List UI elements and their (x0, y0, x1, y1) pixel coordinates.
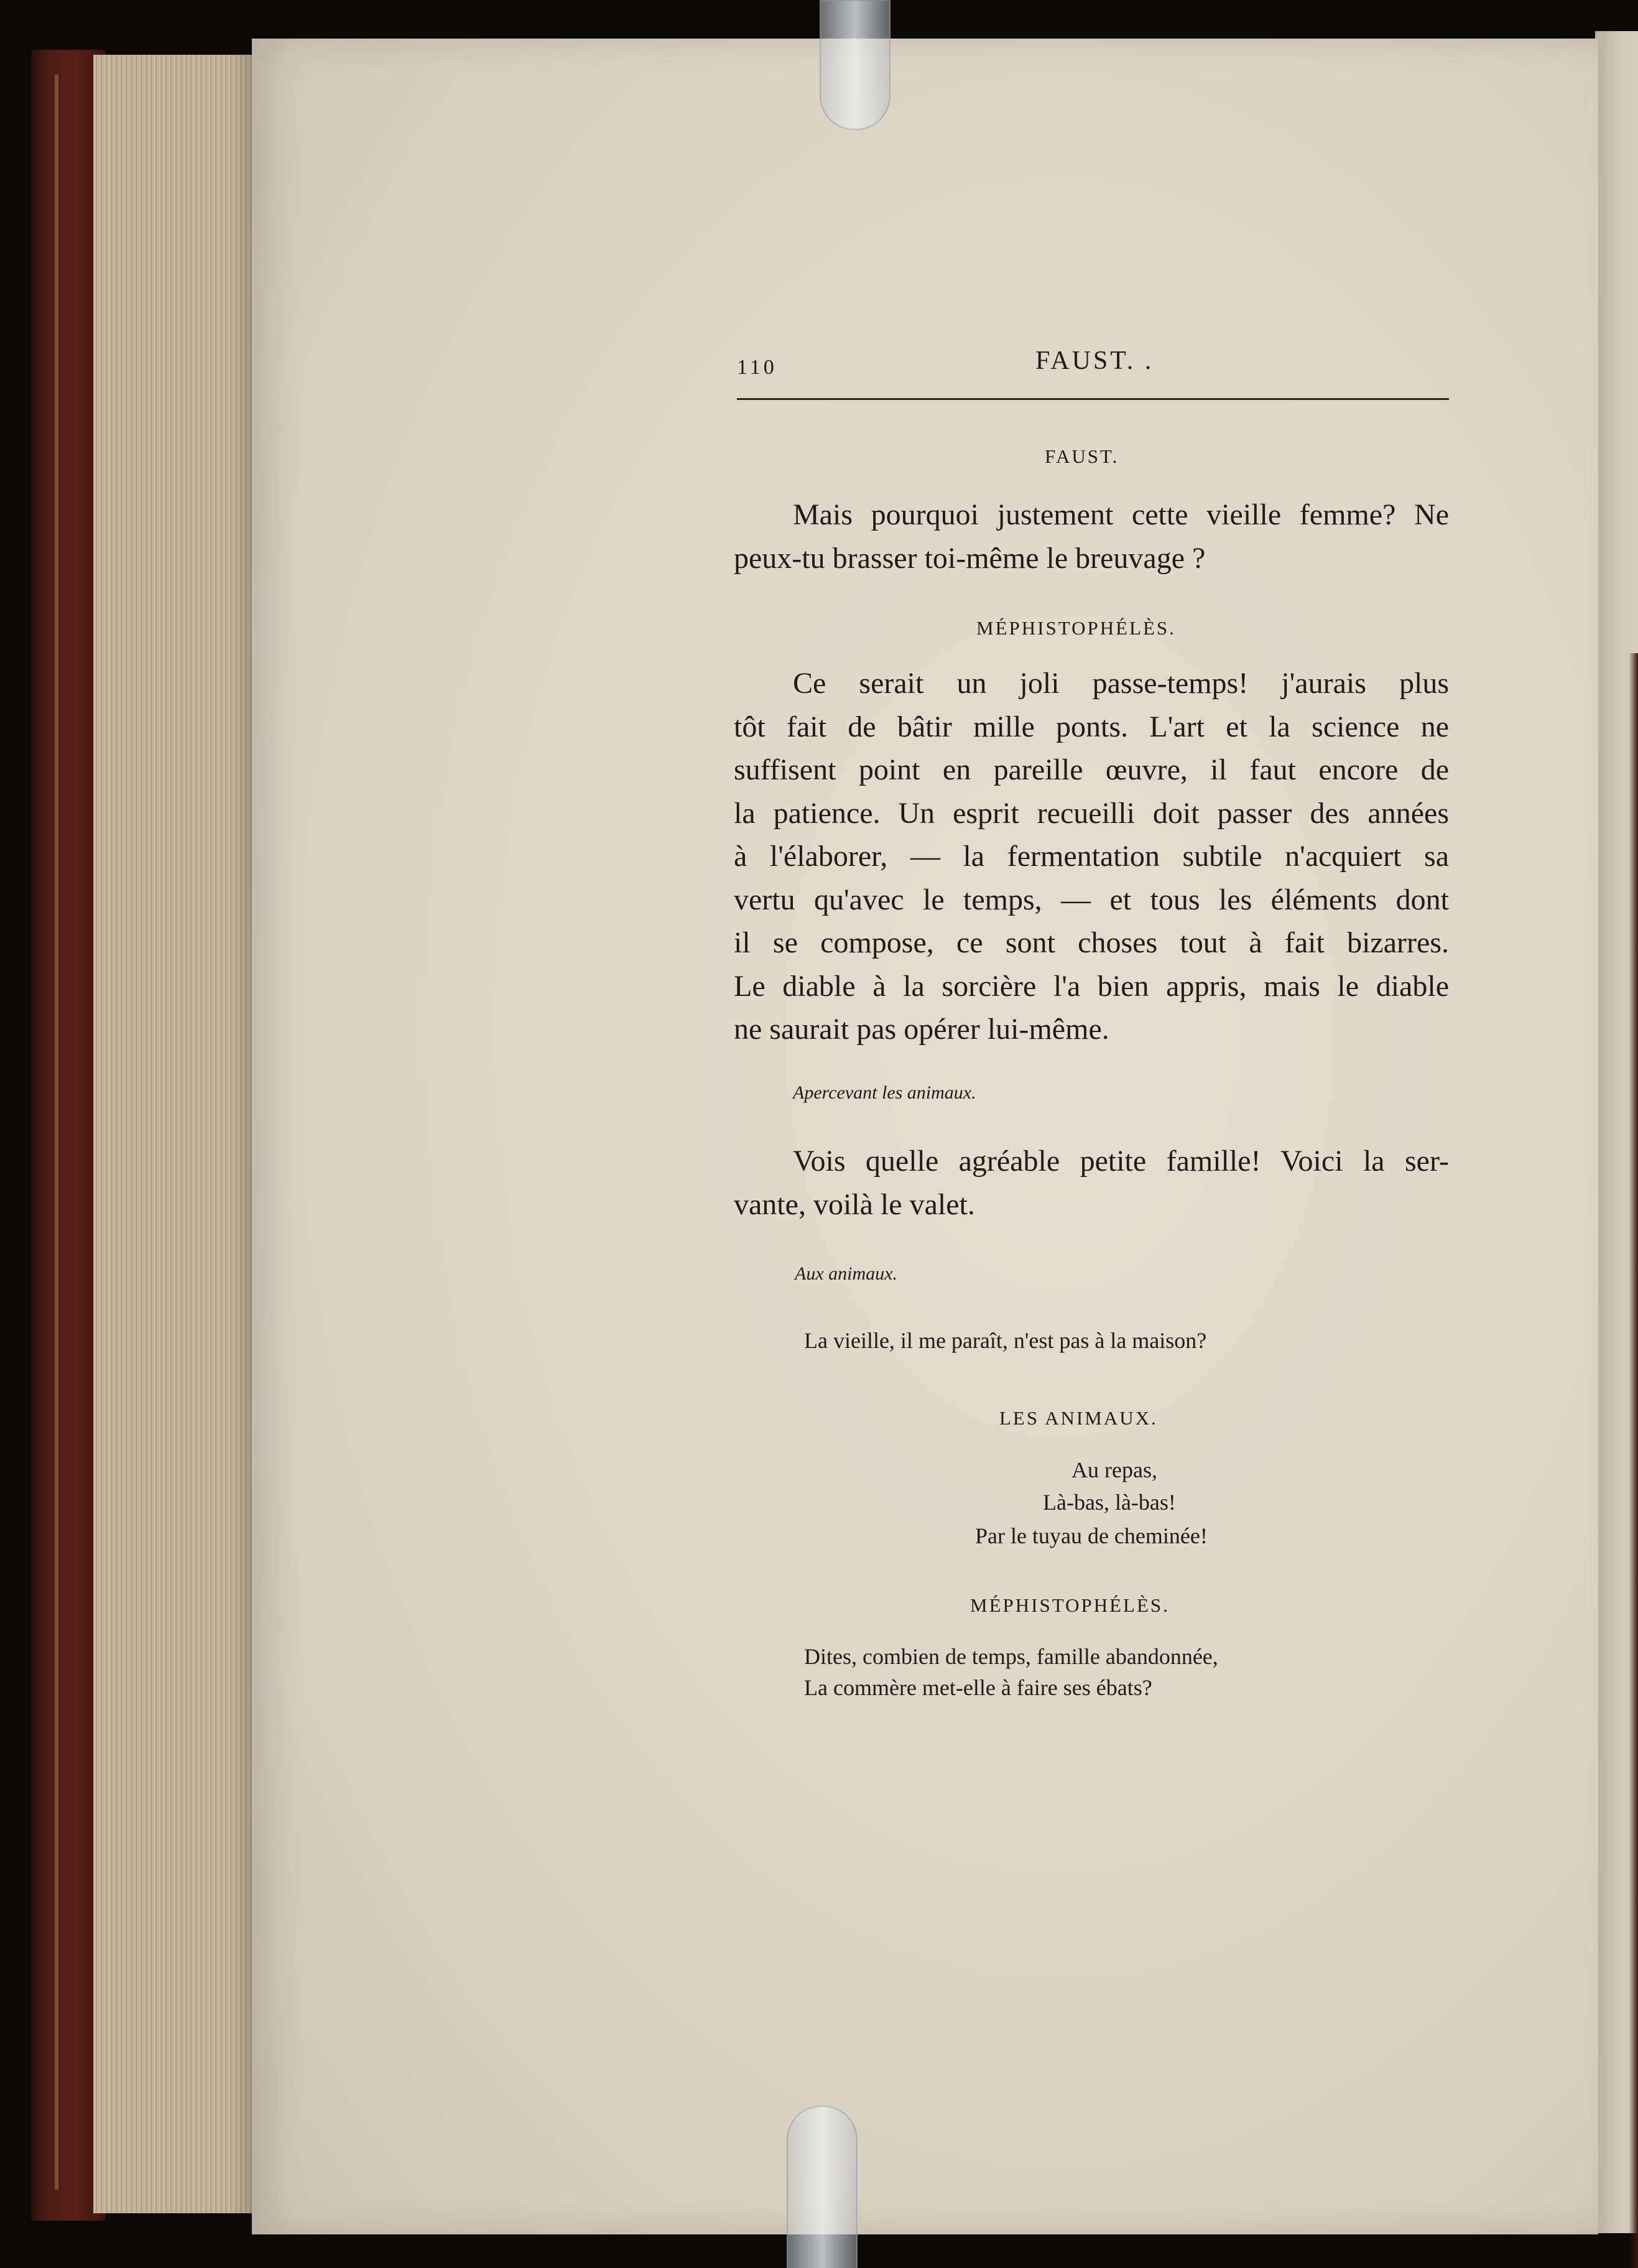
meph-speech-line-6: vertu qu'avec le temps, — et tous les éléments dont (734, 883, 1449, 916)
meph-speech2-line-2: vante, voilà le valet. (734, 1187, 975, 1221)
running-title: FAUST. . (1035, 346, 1154, 375)
stage-direction-1: Apercevant les animaux. (793, 1082, 976, 1103)
book-page (252, 39, 1598, 2234)
meph-speech-line-5: à l'élaborer, — la fermentation subtile n'acquiert sa (734, 840, 1449, 873)
book-cover-right (1592, 653, 1638, 2268)
page-stack-edges (93, 55, 255, 2213)
mephistopheles-speech (734, 662, 1449, 1051)
meph-verse-2-line-2: La commère met-elle à faire ses ébats? (804, 1675, 1152, 1700)
speaker-mephistopheles-1: MÉPHISTOPHÉLÈS. (976, 617, 1176, 639)
meph-speech-line-2: tôt fait de bâtir mille ponts. L'art et la science ne (734, 710, 1449, 743)
animals-verse-line-3: Par le tuyau de cheminée! (975, 1523, 1208, 1548)
meph-verse-2-line-1: Dites, combien de temps, famille abandonnée, (804, 1644, 1218, 1669)
meph-verse-1: La vieille, il me paraît, n'est pas à la maison? (804, 1328, 1207, 1353)
speaker-animals: LES ANIMAUX. (999, 1407, 1158, 1429)
faust-speech (734, 493, 1449, 580)
speaker-mephistopheles-2: MÉPHISTOPHÉLÈS. (970, 1594, 1170, 1616)
page-clip-bottom (787, 2106, 858, 2268)
faust-speech-line-1: Mais pourquoi justement cette vieille femme? Ne (793, 498, 1449, 531)
meph-speech-line-9: ne saurait pas opérer lui-même. (734, 1013, 1109, 1046)
speaker-faust: FAUST. (1045, 445, 1119, 467)
header-rule (737, 398, 1449, 400)
meph-speech-line-3: suffisent point en pareille œuvre, il faut encore de (734, 753, 1449, 786)
faust-speech-line-2: peux-tu brasser toi-même le breuvage ? (734, 541, 1206, 575)
animals-verse-line-2: Là-bas, là-bas! (1043, 1490, 1176, 1515)
meph-speech-line-7: il se compose, ce sont choses tout à fait bizarres. (734, 926, 1449, 959)
meph-speech2-line-1: Vois quelle agréable petite famille! Voici la ser- (793, 1145, 1449, 1178)
animals-verse-line-1: Au repas, (1071, 1457, 1157, 1482)
meph-speech-line-1: Ce serait un joli passe-temps! j'aurais plus (793, 667, 1449, 700)
meph-speech-line-8: Le diable à la sorcière l'a bien appris, mais le diable (734, 969, 1449, 1003)
page-number: 110 (737, 356, 777, 379)
meph-speech-line-4: la patience. Un esprit recueilli doit passer des années (734, 796, 1449, 830)
page-clip-top (820, 0, 891, 130)
stage-direction-2: Aux animaux. (795, 1263, 897, 1284)
mephistopheles-speech-2 (734, 1140, 1449, 1226)
